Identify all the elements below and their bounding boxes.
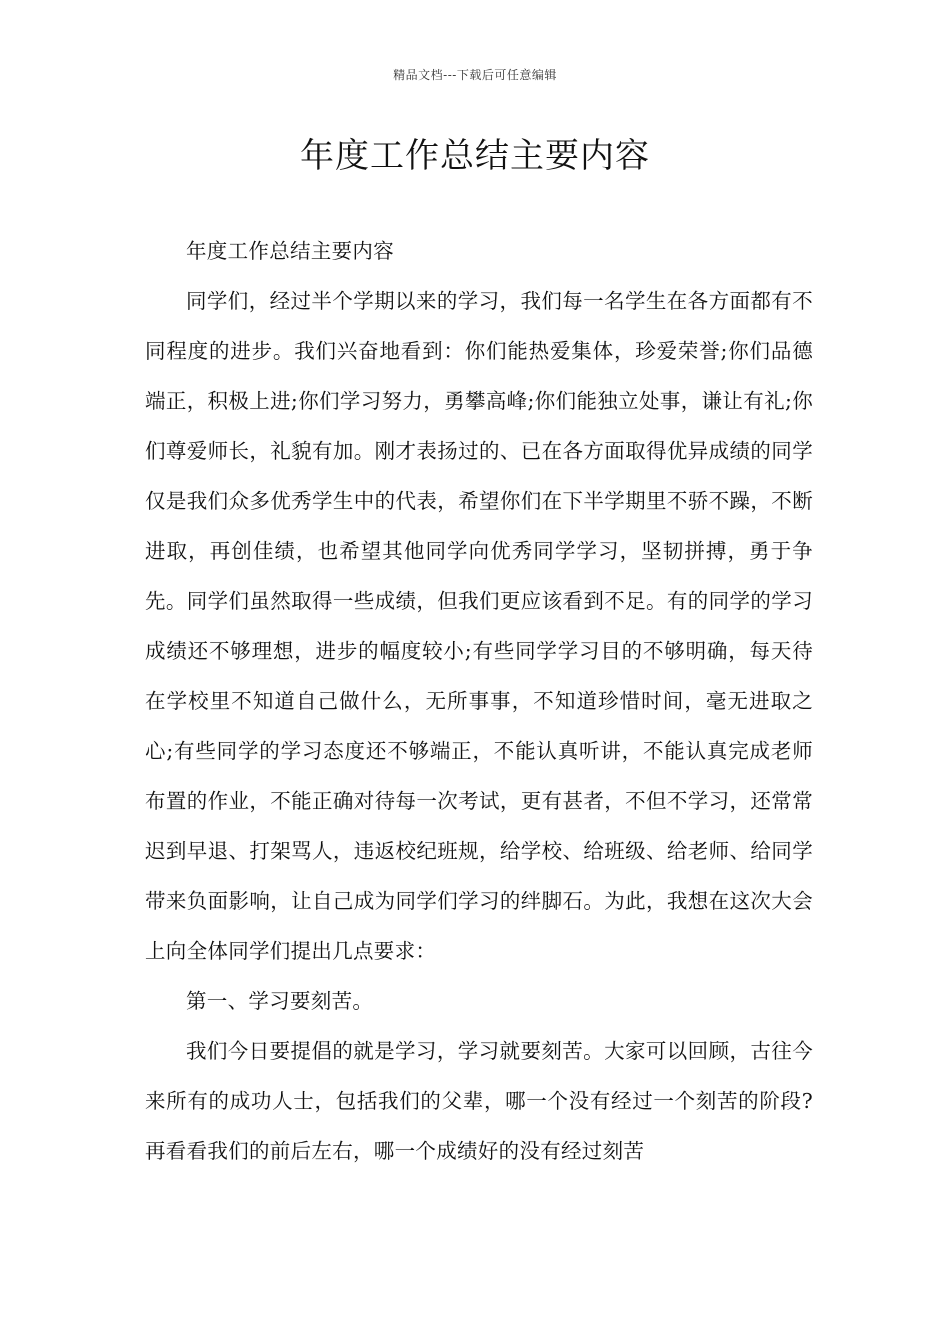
paragraph-subtitle: 年度工作总结主要内容	[186, 239, 394, 263]
document-body	[145, 226, 813, 1176]
paragraph-main: 同学们，经过半个学期以来的学习，我们每一名学生在各方面都有不同程度的进步。我们兴奋地看到：你们能热爱集体，珍爱荣誉;你们品德端正，积极上进;你们学习努力，勇攀高峰;你们能独立处事，谦让有礼;你们尊爱师长，礼貌有加。刚才表扬过的、已在各方面取得优异成绩的同学仅是我们众多优秀学生中的代表，希望你们在下半学期里不骄不躁，不断进取，再创佳绩，也希望其他同学向优秀同学学习，坚韧拼搏，勇于争先。同学们虽然取得一些成绩，但我们更应该看到不足。有的同学的学习成绩还不够理想，进步的幅度较小;有些同学学习目的不够明确，每天待在学校里不知道自己做什么，无所事事，不知道珍惜时间，毫无进取之心;有些同学的学习态度还不够端正，不能认真听讲，不能认真完成老师布置的作业，不能正确对待每一次考试，更有甚者，不但不学习，还常常迟到早退、打架骂人，违返校纪班规，给学校、给班级、给老师、给同学带来负面影响，让自己成为同学们学习的绊脚石。为此，我想在这次大会上向全体同学们提出几点要求：	[145, 289, 813, 963]
page-header-note: 精品文档---下载后可任意编辑	[393, 68, 557, 82]
document-title: 年度工作总结主要内容	[300, 136, 650, 176]
paragraph-point-one-body: 我们今日要提倡的就是学习，学习就要刻苦。大家可以回顾，古往今来所有的成功人士，包括我们的父辈，哪一个没有经过一个刻苦的阶段?再看看我们的前后左右，哪一个成绩好的没有经过刻苦	[145, 1039, 813, 1163]
paragraph-point-one: 第一、学习要刻苦。	[186, 989, 374, 1013]
